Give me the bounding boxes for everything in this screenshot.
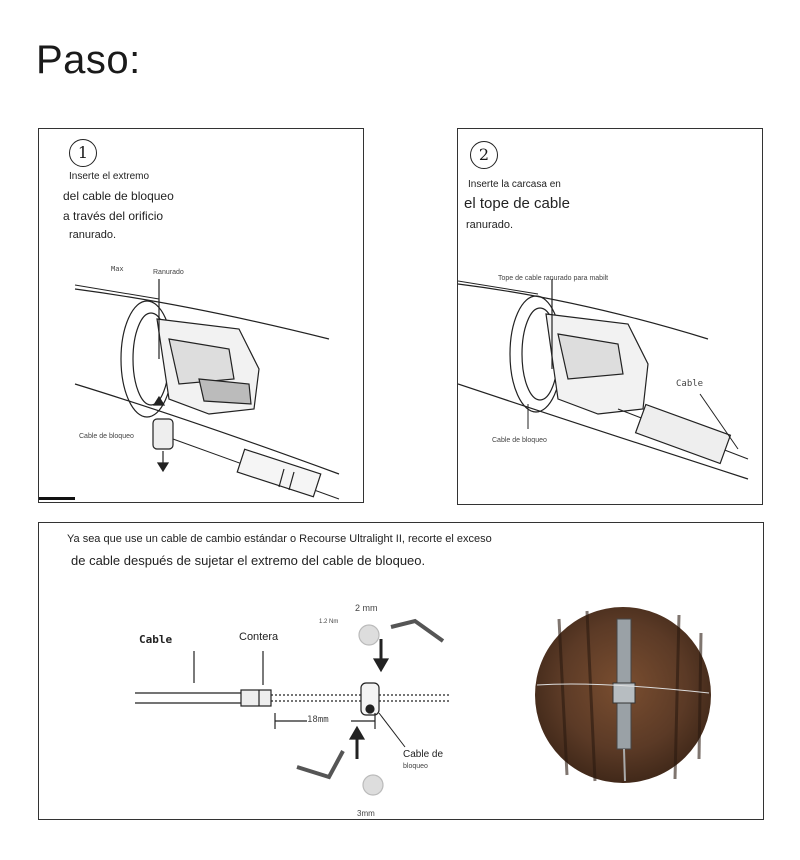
step-1-illustration [39, 129, 364, 503]
step-1-line-1: Inserte el extremo [69, 171, 150, 182]
step-1-panel [38, 128, 364, 503]
page-title: Paso: [36, 38, 141, 82]
step-3-line-2: de cable después de sujetar el extremo del cable de bloqueo. [71, 553, 426, 568]
cable-bloqueo-label-2: Cable de bloqueo [492, 437, 547, 444]
step-3-line-1: Ya sea que use un cable de cambio estándar o Recourse Ultralight II, recorte el exceso [67, 533, 492, 545]
step-2-panel [457, 128, 763, 505]
cable-bloqueo-label-1: Cable de bloqueo [79, 433, 134, 440]
step-1-number: 1 [69, 139, 97, 167]
step-3-illustration [39, 523, 764, 820]
step-1-line-4: ranurado. [69, 229, 117, 241]
step-2-number: 2 [470, 141, 498, 169]
torque-label: 1.2 Nm [319, 619, 339, 625]
max-label: Max [111, 265, 124, 273]
bloqueo-label: bloqueo [403, 763, 428, 770]
3mm-label: 3mm [357, 809, 375, 818]
step-2-line-3: ranurado. [466, 219, 514, 231]
ranurado-label: Ranurado [153, 269, 184, 276]
tope-label: Tope de cable ranurado para mabilt [498, 275, 609, 282]
step-2-line-2: el tope de cable [464, 195, 570, 212]
cable-de-label: Cable de [403, 749, 444, 760]
contera-label: Contera [239, 631, 279, 643]
step-2-line-1: Inserte la carcasa en [468, 179, 561, 190]
cable-label-3: Cable [139, 633, 173, 646]
step-2-illustration [458, 129, 763, 505]
step-3-panel [38, 522, 764, 820]
cable-label-2: Cable [676, 379, 704, 389]
step-1-line-2: del cable de bloqueo [63, 189, 174, 203]
18mm-label: 18mm [307, 715, 329, 725]
step-1-line-3: a través del orificio [63, 209, 164, 223]
2mm-label: 2 mm [355, 603, 378, 613]
